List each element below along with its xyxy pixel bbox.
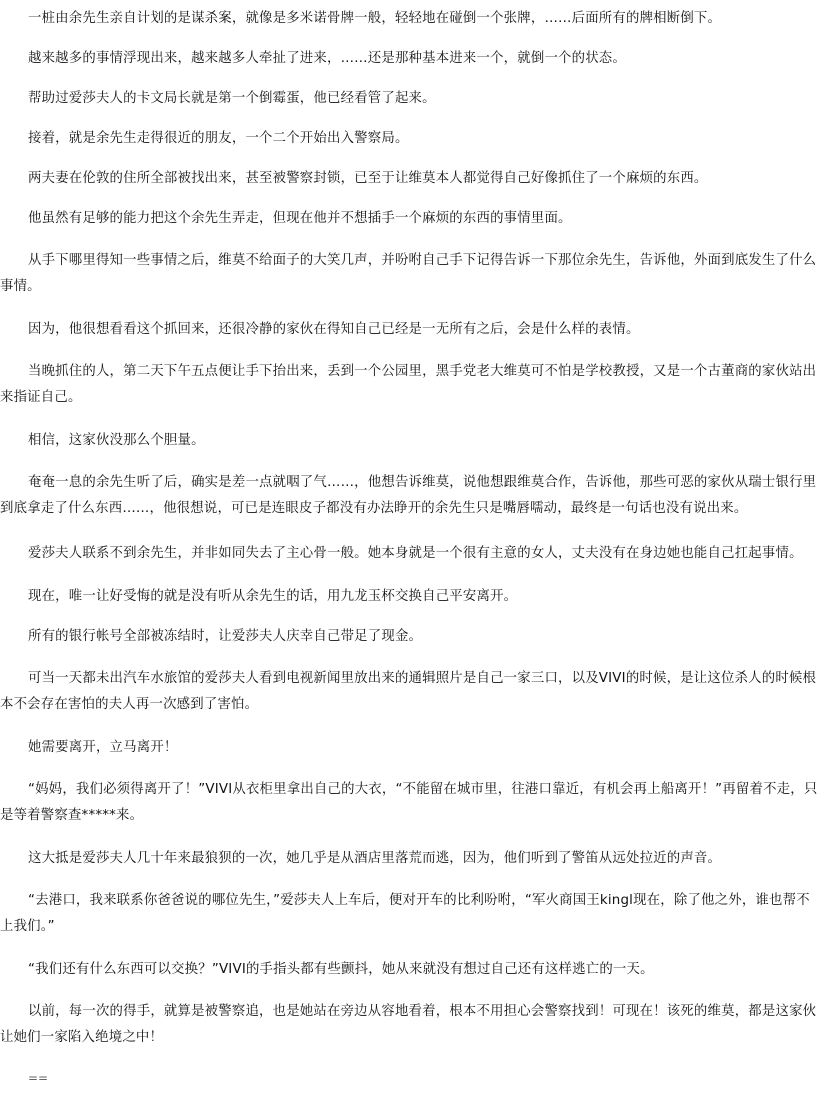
- paragraph: 以前，每一次的得手，就算是被警察追，也是她站在旁边从容地看着，根本不用担心会警察找到！可现在！该死的维莫，都是这家伙让她们一家陷入绝境之中！: [0, 1004, 817, 1045]
- paragraph: 这大抵是爱莎夫人几十年来最狼狈的一次，她几乎是从酒店里落荒而逃，因为，他们听到了警笛从远处拉近的声音。: [28, 851, 722, 866]
- paragraph: 帮助过爱莎夫人的卡文局长就是第一个倒霉蛋，他已经看管了起来。: [28, 91, 436, 106]
- paragraph: 她需要离开，立马离开！: [28, 740, 178, 755]
- paragraph: 他虽然有足够的能力把这个余先生弄走，但现在他并不想插手一个麻烦的东西的事情里面。: [28, 211, 572, 226]
- paragraph: 当晚抓住的人，第二天下午五点便让手下抬出来，丢到一个公园里，黑手党老大维莫可不怕是学校教授，又是一个古董商的家伙站出来指证自己。: [0, 364, 817, 405]
- paragraph: 爱莎夫人联系不到余先生，并非如同失去了主心骨一般。她本身就是一个很有主意的女人，丈夫没有在身边她也能自己扛起事情。: [28, 546, 803, 561]
- paragraph: 现在，唯一让好受悔的就是没有听从余先生的话，用九龙玉杯交换自己平安离开。: [28, 589, 518, 604]
- paragraph: 相信，这家伙没那么个胆量。: [28, 433, 205, 448]
- paragraph: 越来越多的事情浮现出来，越来越多人牵扯了进来，……还是那种基本进来一个，就倒一个的状态。: [28, 51, 626, 66]
- paragraph: “去港口，我来联系你爸爸说的哪位先生，”爱莎夫人上车后，便对开车的比利吩咐，“军火商国王kingl现在，除了他之外，谁也帮不上我们。”: [0, 893, 810, 934]
- paragraph: 奄奄一息的余先生听了后，确实是差一点就咽了气……，他想告诉维莫，说他想跟维莫合作，告诉他，那些可恶的家伙从瑞士银行里到底拿走了什么东西……，他很想说，可已是连眼皮子都没有办法睁开的余先生只是嘴唇嚅动，最终是一句话也没有说出来。: [0, 475, 817, 516]
- paragraph: “妈妈，我们必须得离开了！”VIVI从衣柜里拿出自己的大衣，“不能留在城市里，往港口靠近，有机会再上船离开！”再留着不走，只是等着警察查*****来。: [0, 782, 818, 823]
- paragraph: 一桩由余先生亲自计划的是谋杀案，就像是多米诺骨牌一般，轻轻地在碰倒一个张牌，……后面所有的牌相断倒下。: [28, 11, 722, 26]
- paragraph: 接着，就是余先生走得很近的朋友，一个二个开始出入警察局。: [28, 131, 409, 146]
- paragraph: 可当一天都未出汽车水旅馆的爱莎夫人看到电视新闻里放出来的通辑照片是自己一家三口，以及VIVI的时候，是让这位杀人的时候根本不会存在害怕的夫人再一次感到了害怕。: [0, 671, 817, 712]
- paragraph: 从手下哪里得知一些事情之后，维莫不给面子的大笑几声，并吩咐自己手下记得告诉一下那位余先生，告诉他，外面到底发生了什么事情。: [0, 253, 817, 294]
- paragraph: “我们还有什么东西可以交换？”VIVI的手指头都有些颤抖，她从来就没有想过自己还有这样逃亡的一天。: [28, 962, 654, 977]
- paragraph: 两夫妻在伦敦的住所全部被找出来，甚至被警察封锁，已至于让维莫本人都觉得自己好像抓住了一个麻烦的东西。: [28, 171, 708, 186]
- paragraph: 因为，他很想看看这个抓回来，还很冷静的家伙在得知自己已经是一无所有之后，会是什么样的表情。: [28, 322, 640, 337]
- paragraph: 所有的银行帐号全部被冻结时，让爱莎夫人庆幸自己带足了现金。: [28, 629, 423, 644]
- section-separator: ==: [28, 1071, 49, 1085]
